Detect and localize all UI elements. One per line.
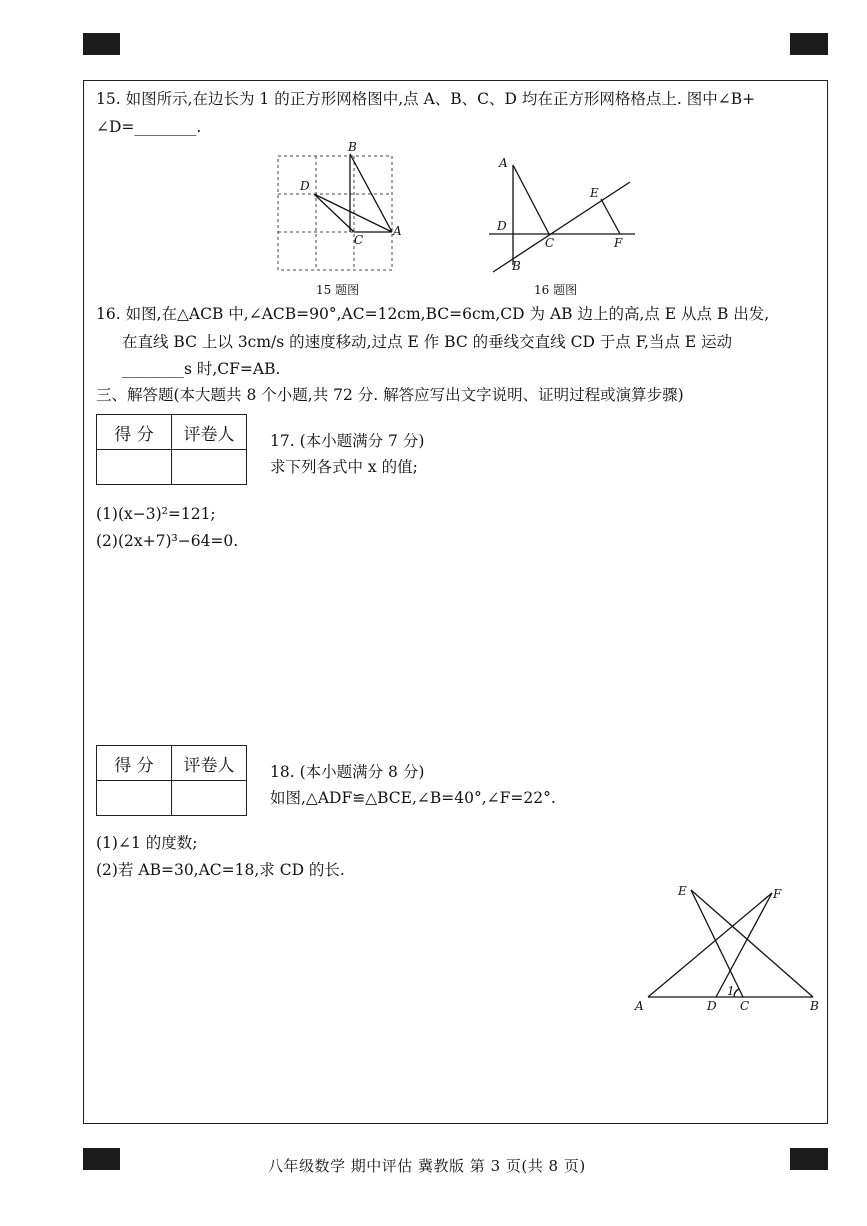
q16-label-e: E (590, 186, 599, 200)
q18-item2: (2)若 AB=30,AC=18,求 CD 的长. (96, 861, 345, 879)
registration-mark-top-right (790, 33, 828, 55)
q18-title: 18. (本小题满分 8 分) (270, 763, 425, 781)
q18-label-a: A (635, 999, 644, 1013)
q17-item2: (2)(2x+7)³−64=0. (96, 532, 239, 550)
q15-grid-figure (270, 140, 410, 275)
q15-line2: ∠D=________. (96, 118, 202, 136)
q15-label-b: B (348, 140, 357, 154)
q16-label-c: C (545, 236, 555, 250)
q15-figure-caption: 15 题图 (316, 283, 360, 297)
q18-prompt: 如图,△ADF≌△BCE,∠B=40°,∠F=22°. (270, 789, 556, 807)
q17-grader-cell[interactable] (172, 450, 247, 485)
q17-grader-header: 评卷人 (172, 415, 247, 450)
q18-label-d: D (707, 999, 717, 1013)
q16-label-b: B (512, 259, 521, 273)
q15-label-c: C (354, 233, 364, 247)
q18-score-cell[interactable] (97, 781, 172, 816)
section3-heading: 三、解答题(本大题共 8 个小题,共 72 分. 解答应写出文字说明、证明过程或演算步骤) (96, 386, 684, 404)
q17-score-table (96, 414, 247, 485)
q16-label-a: A (499, 156, 508, 170)
q15-label-a: A (393, 224, 402, 238)
q16-figure-caption: 16 题图 (534, 283, 578, 297)
q17-score-header: 得 分 (97, 415, 172, 450)
q18-label-b: B (810, 999, 819, 1013)
q16-line1: 16. 如图,在△ACB 中,∠ACB=90°,AC=12cm,BC=6cm,CD 为 AB 边上的高,点 E 从点 B 出发, (96, 305, 770, 323)
q16-line2: 在直线 BC 上以 3cm/s 的速度移动,过点 E 作 BC 的垂线交直线 CD 于点 F,当点 E 运动 (122, 333, 733, 351)
q17-score-cell[interactable] (97, 450, 172, 485)
q17-title: 17. (本小题满分 7 分) (270, 432, 425, 450)
q18-score-header: 得 分 (97, 746, 172, 781)
q16-label-d: D (497, 219, 507, 233)
q15-line1: 15. 如图所示,在边长为 1 的正方形网格图中,点 A、B、C、D 均在正方形网格格点上. 图中∠B+ (96, 90, 756, 108)
q18-item1: (1)∠1 的度数; (96, 834, 198, 852)
registration-mark-top-left (83, 33, 120, 55)
q18-score-table (96, 745, 247, 816)
q16-figure (485, 150, 645, 280)
q16-line3: ________s 时,CF=AB. (122, 360, 281, 378)
q16-label-f: F (614, 236, 623, 250)
q18-label-e: E (678, 884, 687, 898)
page-footer: 八年级数学 期中评估 冀教版 第 3 页(共 8 页) (268, 1157, 586, 1175)
q18-grader-header: 评卷人 (172, 746, 247, 781)
q15-label-d: D (300, 179, 310, 193)
registration-mark-bottom-left (83, 1148, 120, 1170)
q17-prompt: 求下列各式中 x 的值; (270, 458, 418, 476)
q18-grader-cell[interactable] (172, 781, 247, 816)
q17-item1: (1)(x−3)²=121; (96, 505, 216, 523)
q18-label-angle1: 1 (727, 984, 735, 998)
q18-label-c: C (740, 999, 750, 1013)
q18-figure (630, 878, 825, 1018)
registration-mark-bottom-right (790, 1148, 828, 1170)
q18-label-f: F (773, 887, 782, 901)
